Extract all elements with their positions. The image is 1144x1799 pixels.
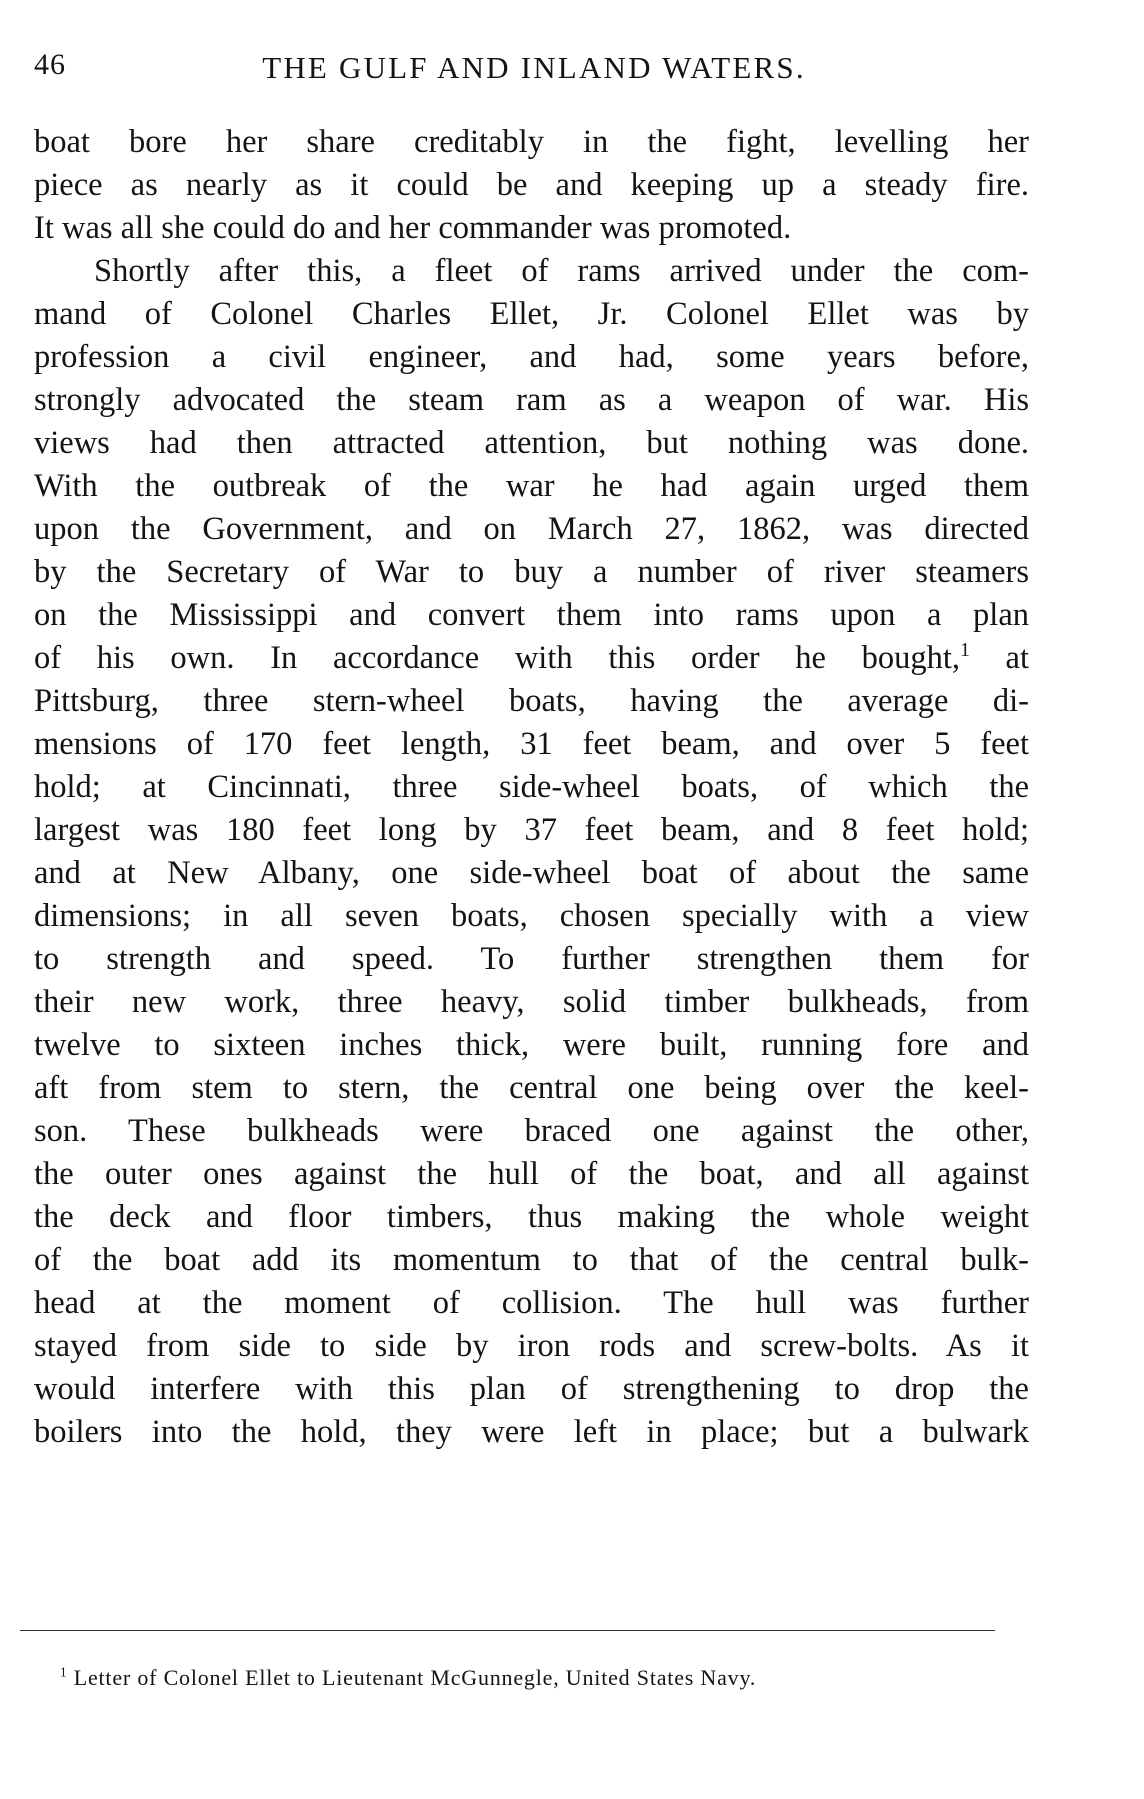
page-number: 46 <box>34 48 66 81</box>
footnote <box>60 1665 756 1691</box>
text-line: would interfere with this plan of strengthening to drop the <box>34 1371 1029 1407</box>
text-line-with-footnote <box>34 636 1029 680</box>
text-line: head at the moment of collision. The hull was further <box>34 1285 1029 1321</box>
text-line: strongly advocated the steam ram as a weapon of war. His <box>34 382 1029 418</box>
footnote-text: Letter of Colonel Ellet to Lieutenant McGunnegle, United States Navy. <box>73 1665 757 1690</box>
text-line: piece as nearly as it could be and keeping up a steady fire. <box>34 167 1029 203</box>
text-line: It was all she could do and her commander was promoted. <box>34 210 792 246</box>
text-line: upon the Government, and on March 27, 1862, was directed <box>34 511 1029 547</box>
running-title: THE GULF AND INLAND WATERS. <box>262 50 806 85</box>
text-line: to strength and speed. To further strengthen them for <box>34 941 1029 977</box>
text-line: boat bore her share creditably in the fight, levelling her <box>34 124 1029 160</box>
text-line: their new work, three heavy, solid timber bulkheads, from <box>34 984 1029 1020</box>
text-line: boilers into the hold, they were left in place; but a bulwark <box>34 1414 1029 1450</box>
text-line: views had then attracted attention, but nothing was done. <box>34 425 1029 461</box>
text-line: mand of Colonel Charles Ellet, Jr. Colonel Ellet was by <box>34 296 1029 332</box>
text-line: profession a civil engineer, and had, some years before, <box>34 339 1029 375</box>
text-line: aft from stem to stern, the central one being over the keel- <box>34 1070 1029 1106</box>
text-line: the deck and floor timbers, thus making the whole weight <box>34 1199 1029 1235</box>
text-line: Shortly after this, a fleet of rams arrived under the com- <box>94 253 1029 289</box>
text-line: dimensions; in all seven boats, chosen specially with a view <box>34 898 1029 934</box>
text-line: by the Secretary of War to buy a number of river steamers <box>34 554 1029 590</box>
text-line: mensions of 170 feet length, 31 feet beam, and over 5 feet <box>34 726 1029 762</box>
page-header <box>34 48 1034 98</box>
text-line: Pittsburg, three stern-wheel boats, having the average di- <box>34 683 1029 719</box>
text-line: and at New Albany, one side-wheel boat of about the same <box>34 855 1029 891</box>
text-line: With the outbreak of the war he had again urged them <box>34 468 1029 504</box>
text-line: hold; at Cincinnati, three side-wheel boats, of which the <box>34 769 1029 805</box>
text-line-part: of his own. In accordance with this order he bought, <box>34 640 961 676</box>
text-line: the outer ones against the hull of the boat, and all against <box>34 1156 1029 1192</box>
text-line: of the boat add its momentum to that of the central bulk- <box>34 1242 1029 1278</box>
text-line: stayed from side to side by iron rods and screw-bolts. As it <box>34 1328 1029 1364</box>
text-line: son. These bulkheads were braced one against the other, <box>34 1113 1029 1149</box>
text-line: largest was 180 feet long by 37 feet beam, and 8 feet hold; <box>34 812 1029 848</box>
text-line-part: at <box>1005 640 1029 676</box>
footnote-reference: 1 <box>960 640 970 662</box>
footnote-divider <box>20 1630 995 1631</box>
text-line: on the Mississippi and convert them into rams upon a plan <box>34 597 1029 633</box>
text-line: twelve to sixteen inches thick, were built, running fore and <box>34 1027 1029 1063</box>
footnote-marker: 1 <box>60 1664 68 1680</box>
